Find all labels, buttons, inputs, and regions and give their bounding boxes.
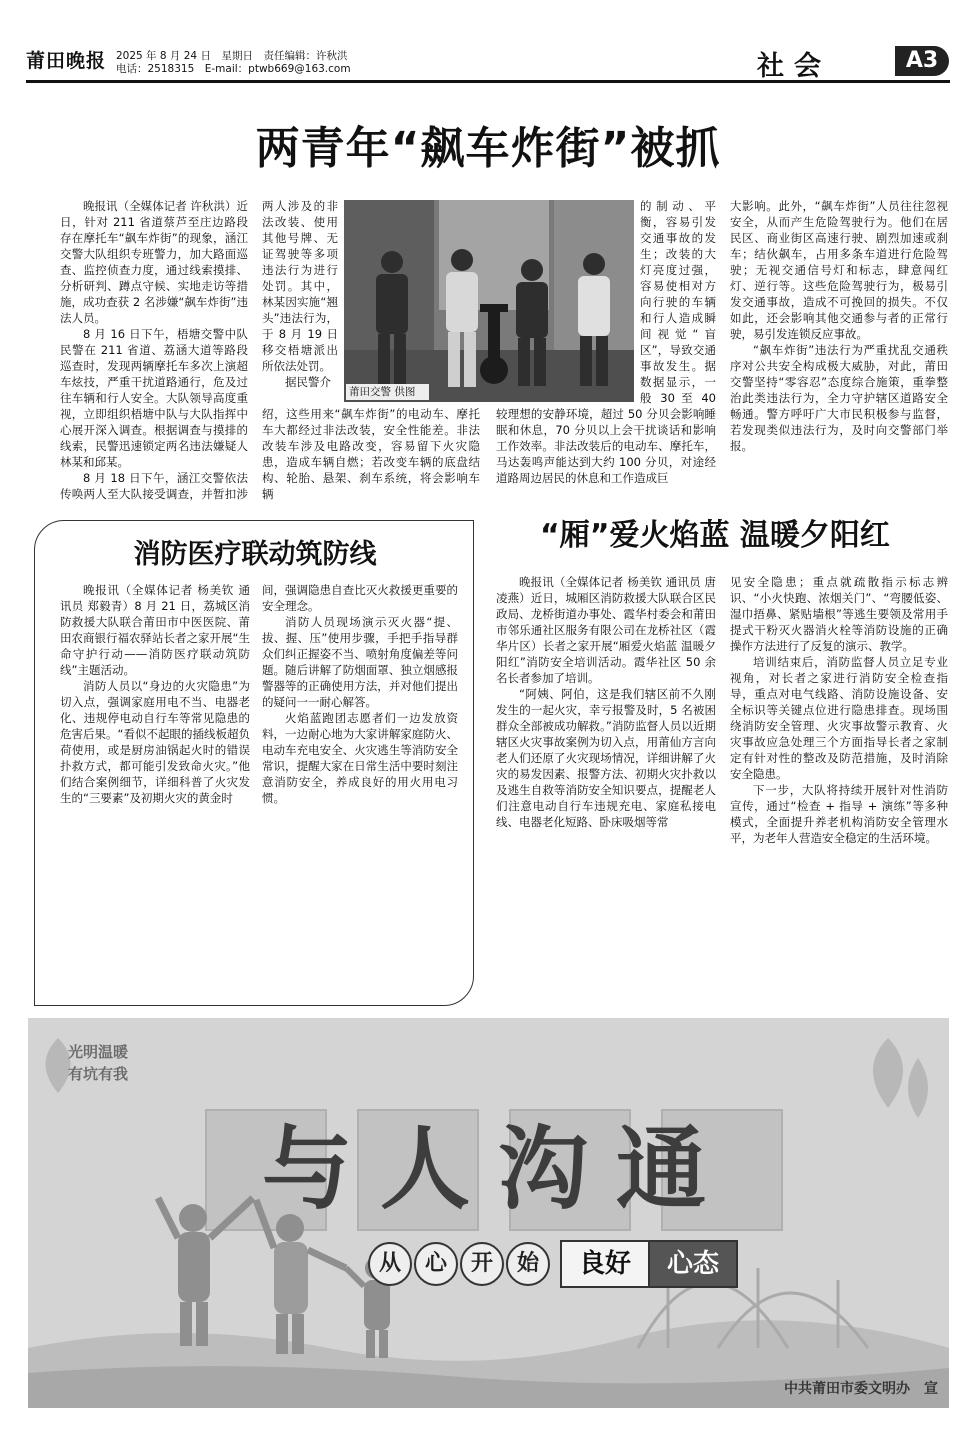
paragraph: 消防人员现场演示灭火器“提、拔、握、压”使用步骤，手把手指导群众们纠正握姿不当、喷射角度偏差等问题。随后讲解了防烟面罩、独立烟感报警器等的正确使用方法，并对他们提出的疑问一一耐心解答。 bbox=[262, 615, 458, 709]
article2-column-2 bbox=[262, 582, 458, 994]
news-photo bbox=[344, 200, 634, 402]
paragraph: 据民警介 bbox=[285, 375, 331, 389]
paragraph: 见安全隐患；重点就疏散指示标志辨识、“小火快跑、浓烟关门”、“弯腰低姿、湿巾捂鼻、紧贴墙根”等逃生要领及常用手提式干粉灭火器消火栓等消防设施的正确操作方法进行了反复的演示、教学。 bbox=[730, 575, 948, 653]
article1-column-3-bottom bbox=[496, 406, 716, 502]
article3-title: “厢”爱火焰蓝 温暖夕阳红 bbox=[540, 518, 890, 553]
header-rule bbox=[26, 80, 950, 83]
paragraph: 培训结束后，消防监督人员立足专业视角，对长者之家进行消防安全检查指导，重点对电气线路、消防设施设备、安全标识等关键点位进行隐患排查。现场围绕消防安全管理、火灾事故警示教育、火灾事故应急处理三个方面指导长者之家制定有针对性的整改及防范措施，及时消除安全隐患。 bbox=[730, 655, 948, 781]
poster-good-label: 良好 bbox=[560, 1240, 650, 1288]
paragraph: 的制动、平衡，容易引发交通事故的发生；改装的大灯亮度过强，容易使相对方向行驶的车辆和行人造成瞬间视觉“盲区”，导致交通事故发生。据数据显示，一般 30 至 40 bbox=[640, 199, 716, 405]
paragraph: 晚报讯（全媒体记者 杨美钦 通讯员 郑毅青）8 月 21 日，荔城区消防救援大队联合莆田市中医医院、莆田农商银行福农驿站长者之家开展“生命守护行动——消防医疗联动筑防线”主题活动。 bbox=[60, 583, 250, 677]
paragraph: 8 月 16 日下午，梧塘交警中队民警在 211 省道、荔涵大道等路段巡查时，发现两辆摩托车多次上演超车炫技，严重干扰道路通行，危及过往车辆和行人安全。大队领导高度重视，立即组织梧塘中队与大队指挥中心展开深入调查。根据调查与摸排的线索，民警迅速锁定两名违法嫌疑人林某和邱某。 bbox=[60, 327, 248, 469]
article1-column-2-bottom bbox=[262, 406, 480, 502]
header-date-editor: 2025 年 8 月 24 日 星期日 责任编辑：许秋洪 bbox=[116, 50, 348, 62]
article1-column-3-top bbox=[640, 198, 716, 406]
masthead-logo: 莆田晚报 bbox=[26, 50, 107, 72]
poster-footer-credit: 中共莆田市委文明办 宣 bbox=[784, 1381, 938, 1397]
paragraph: 绍，这些用来“飙车炸街”的电动车、摩托车大都经过非法改装，安全性能差。非法改装车涉及电路改变，容易留下火灾隐患，造成车辆自燃；若改变车辆的底盘结构、轮胎、悬架、刹车系统，将会影响车辆 bbox=[262, 407, 480, 501]
paragraph: 晚报讯（全媒体记者 许秋洪）近日，针对 211 省道蔡芦至庄边路段存在摩托车“飙车炸街”的现象，涵江交警大队组织专班警力，加大路面巡查、监控侦查力度，通过线索摸排、分析研判、蹲点守候、实地走访等措施，成功查获 2 名涉嫌“飙车炸街”违法人员。 bbox=[60, 199, 248, 325]
paragraph: 间，强调隐患自查比灭火救援更重要的安全理念。 bbox=[262, 583, 458, 613]
article-title-main: 两青年“飙车炸街”被抓 bbox=[255, 123, 721, 174]
article1-column-1 bbox=[60, 198, 248, 502]
article2-column-1 bbox=[60, 582, 250, 994]
article3-column-2 bbox=[730, 574, 948, 1004]
article3-column-1 bbox=[496, 574, 716, 1004]
page-number-badge: A3 bbox=[895, 46, 949, 76]
paragraph: 消防人员以“身边的火灾隐患”为切入点，强调家庭用电不当、电器老化、违规停电动自行车等常见隐患的危害后果。“看似不起眼的插线板超负荷使用，或是厨房油锅起火时的错误扑救方式，都可能引发致命火灾。”他们结合案例细节，详细科普了火灾发生的“三要素”及初期火灾的黄金时 bbox=[60, 679, 250, 805]
poster-slogan-2: 有坑有我 bbox=[68, 1065, 129, 1083]
article2-title: 消防医疗联动筑防线 bbox=[133, 539, 377, 570]
poster-circle-char: 从 bbox=[368, 1242, 412, 1286]
paragraph: “飙车炸街”违法行为严重扰乱交通秩序对公共安全构成极大威胁，对此，莆田交警坚持“零容忍”态度综合施策，重拳整治此类违法行为，全力守护辖区道路安全畅通。警方呼吁广大市民积极参与监督，若发现类似违法行为，及时向交警部门举报。 bbox=[730, 343, 948, 453]
article1-column-2-top bbox=[262, 198, 338, 406]
paragraph: 8 月 18 日下午，涵江交警依法传唤两人至大队接受调查，并暂扣涉 bbox=[60, 471, 248, 501]
poster-circle-char: 心 bbox=[414, 1242, 458, 1286]
paragraph: 较理想的安静环境，超过 50 分贝会影响睡眠和休息，70 分贝以上会干扰谈话和影响工作效率。非法改装后的电动车、摩托车，马达轰鸣声能达到大约 100 分贝，对途经道路周边居民的休息和工作造成巨 bbox=[496, 407, 716, 485]
paragraph: 大影响。此外，“飙车炸街”人员往往忽视安全，从而产生危险驾驶行为。他们在居民区、商业街区高速行驶、剧烈加速或刹车；结伙飙车，占用多条车道进行危险驾驶；无视交通信号灯和标志，肆意闯红灯、逆行等。这些危险驾驶行为，极易引发交通事故，造成不可挽回的损失。不仅如此，还会影响其他交通参与者的正常行驶，易引发连锁反应事故。 bbox=[730, 199, 948, 341]
poster-slogan-1: 光明温暖 bbox=[68, 1043, 129, 1061]
public-service-poster bbox=[28, 1018, 949, 1408]
section-name: 社会 bbox=[757, 51, 831, 82]
poster-circle-char: 开 bbox=[460, 1242, 504, 1286]
paragraph: 两人涉及的非法改装、使用其他号牌、无证驾驶等多项违法行为进行处罚。其中，林某因实施“翘头”违法行为，于 8 月 19 日移交梧塘派出所依法处罚。 bbox=[262, 199, 338, 373]
paragraph: 火焰蓝跑团志愿者们一边发放资料，一边耐心地为大家讲解家庭防火、电动车充电安全、火灾逃生等消防安全常识，提醒大家在日常生活中要时刻注意消防安全，养成良好的用火用电习惯。 bbox=[262, 711, 458, 805]
photo-illustration bbox=[344, 200, 634, 402]
header-contact: 电话：2518315 E-mail：ptwb669@163.com bbox=[116, 63, 351, 75]
photo-caption: 莆田交警 供图 bbox=[346, 384, 429, 400]
poster-headline: 与人沟通 bbox=[262, 1117, 734, 1222]
paragraph: 晚报讯（全媒体记者 杨美钦 通讯员 唐凌燕）近日，城厢区消防救援大队联合区民政局、龙桥街道办事处、霞华村委会和莆田市邻乐通社区服务有限公司在龙桥社区（霞华片区）长者之家开展“厢爱火焰蓝 温暖夕阳红”消防安全培训活动。霞华社区 50 余名长者参加了培训。 bbox=[496, 575, 716, 685]
paragraph: 下一步，大队将持续开展针对性消防宣传，通过“检查 + 指导 + 演练”等多种模式，全面提升养老机构消防安全管理水平，为老年人营造安全稳定的生活环境。 bbox=[730, 783, 948, 845]
paragraph: “阿姨、阿伯，这是我们辖区前不久刚发生的一起火灾，幸亏报警及时，5 名被困群众全部被成功解救。”消防监督人员以近期辖区火灾事故案例为切入点，用莆仙方言向老人们还原了火灾现场情况，详细讲解了火灾的易发因素、报警方法、初期火灾扑救以及逃生自救等消防安全知识要点，提醒老人们注意电动自行车违规充电、家庭私接电线、电器老化短路、卧床吸烟等常 bbox=[496, 687, 716, 829]
poster-circle-char: 始 bbox=[506, 1242, 550, 1286]
article1-column-4 bbox=[730, 198, 948, 502]
poster-mind-label: 心态 bbox=[648, 1240, 738, 1288]
